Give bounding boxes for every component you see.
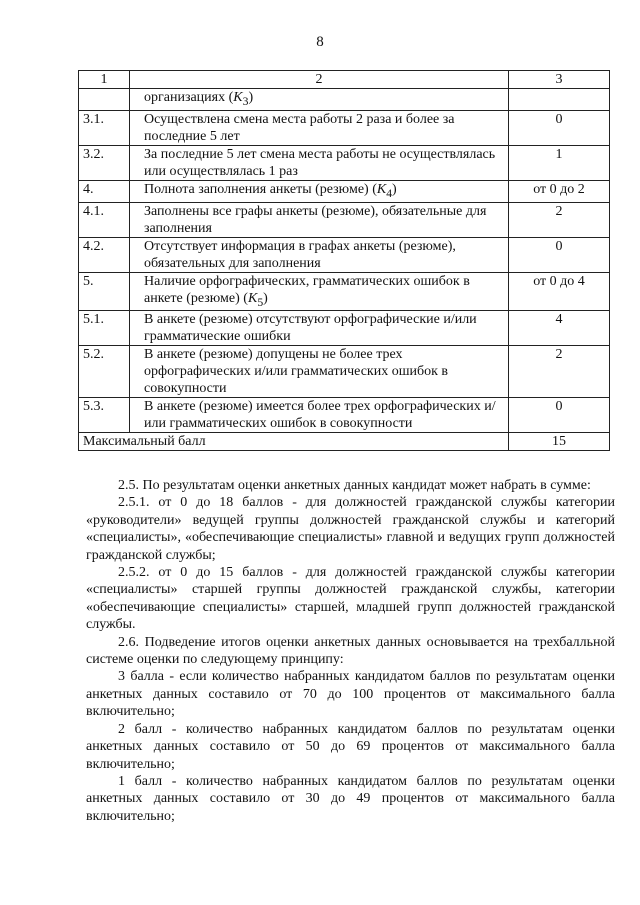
body-text [86,477,615,825]
row-score: 4 [509,311,610,346]
row-score: 0 [509,237,610,272]
row-number [79,89,130,111]
row-criterion: Заполнены все графы анкеты (резюме), обязательные для заполнения [130,202,509,237]
row-criterion: За последние 5 лет смена места работы не осуществлялась или осуществлялась 1 раз [130,145,509,180]
row-criterion: Полнота заполнения анкеты (резюме) $(K_4)$ [130,180,509,202]
table-row [79,145,610,180]
paragraph: 3 балла - если количество набранных кандидатом баллов по результатам оценки анкетных данных составило от 70 до 100 процентов от максимального балла включительно; [86,669,615,720]
row-criterion: Отсутствует информация в графах анкеты (резюме), обязательных для заполнения [130,237,509,272]
row-criterion: Наличие орфографических, грамматических ошибок в анкете (резюме) $(K_5)$ [130,272,509,311]
total-score: 15 [509,433,610,451]
row-number: 5.1. [79,311,130,346]
paragraph: 2.5. По результатам оценки анкетных данных кандидат может набрать в сумме: [118,478,591,493]
row-criterion: Осуществлена смена места работы 2 раза и более за последние 5 лет [130,110,509,145]
row-number: 4. [79,180,130,202]
row-number: 4.1. [79,202,130,237]
table-row [79,202,610,237]
paragraph: 2 балл - количество набранных кандидатом баллов по результатам оценки анкетных данных составило от 50 до 69 процентов от максимального балла включительно; [86,721,615,772]
header-cell: 1 [79,71,130,89]
table-row [79,272,610,311]
row-number: 3.2. [79,145,130,180]
paragraph: 2.5.2. от 0 до 15 баллов - для должностей гражданской службы категории «специалисты» старшей группы должностей гражданской службы, категории «обеспечивающие специалисты» старшей, младшей групп должностей гражданской службы. [86,565,615,633]
table-row [79,110,610,145]
table-header-row [79,71,610,89]
total-label: Максимальный балл [79,433,509,451]
row-score [509,89,610,111]
table-row [79,311,610,346]
table-row [79,346,610,398]
row-criterion: организациях $(K_3)$ [130,89,509,111]
score-table [78,70,610,451]
table-total-row [79,433,610,451]
row-score: 1 [509,145,610,180]
paragraph: 1 балл - количество набранных кандидатом баллов по результатам оценки анкетных данных составило от 30 до 49 процентов от максимального балла включительно; [86,773,615,824]
table-row [79,89,610,111]
row-number: 5.2. [79,346,130,398]
row-score: 0 [509,398,610,433]
page-number: 8 [316,34,324,50]
row-number: 3.1. [79,110,130,145]
row-score: 0 [509,110,610,145]
row-score: от 0 до 2 [509,180,610,202]
row-criterion: В анкете (резюме) допущены не более трех орфографических и/или грамматических ошибок в совокупности [130,346,509,398]
paragraph: 2.6. Подведение итогов оценки анкетных данных основывается на трехбалльной системе оценки по следующему принципу: [86,634,615,668]
row-criterion: В анкете (резюме) отсутствуют орфографические и/или грамматические ошибки [130,311,509,346]
row-score: от 0 до 4 [509,272,610,311]
row-number: 5. [79,272,130,311]
row-score: 2 [509,202,610,237]
paragraph: 2.5.1. от 0 до 18 баллов - для должностей гражданской службы категории «руководители» ведущей группы должностей гражданской службы и категорий «специалисты», «обеспечивающие специалисты» главной и ведущих групп должностей гражданской службы; [86,495,615,563]
header-cell: 2 [130,71,509,89]
row-number: 4.2. [79,237,130,272]
table-row [79,237,610,272]
table-row [79,398,610,433]
row-criterion: В анкете (резюме) имеется более трех орфографических и/или грамматических ошибок в совокупности [130,398,509,433]
row-number: 5.3. [79,398,130,433]
row-score: 2 [509,346,610,398]
table-row [79,180,610,202]
header-cell: 3 [509,71,610,89]
